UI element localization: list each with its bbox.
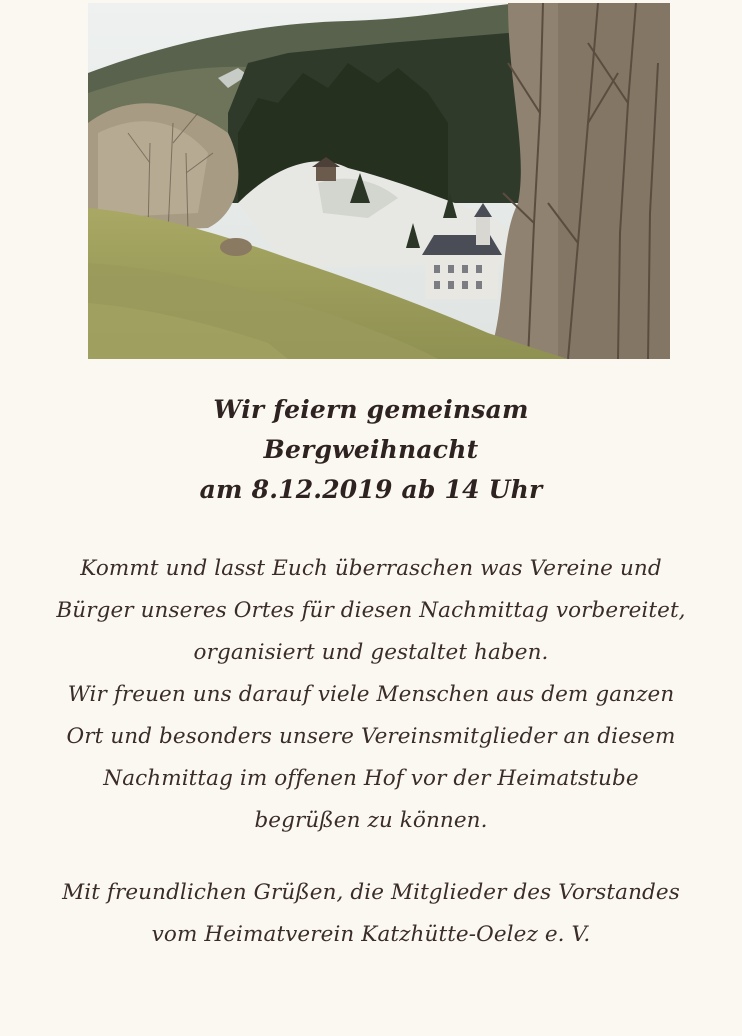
heading-line-1: Wir feiern gemeinsam <box>213 395 529 424</box>
invitation-line: Ort und besonders unsere Vereinsmitglieder an diesem <box>66 724 676 749</box>
event-heading <box>0 390 742 510</box>
invitation-line: Bürger unseres Ortes für diesen Nachmittag vorbereitet, <box>56 598 686 623</box>
invitation-line: Nachmittag im offenen Hof vor der Heimatstube <box>103 766 639 791</box>
invitation-line: begrüßen zu können. <box>254 808 488 833</box>
heading-line-2: Bergweihnacht <box>263 435 479 464</box>
heading-line-3-date: am 8.12.2019 ab 14 Uhr <box>199 475 543 504</box>
landscape-photo <box>88 3 670 359</box>
invitation-paragraph <box>0 548 742 842</box>
invitation-line: Kommt und lasst Euch überraschen was Vereine und <box>80 556 662 581</box>
invitation-line: organisiert und gestaltet haben. <box>193 640 549 665</box>
closing-line: Mit freundlichen Grüßen, die Mitglieder des Vorstandes <box>62 880 680 905</box>
invitation-line: Wir freuen uns darauf viele Menschen aus dem ganzen <box>67 682 675 707</box>
closing-line-signature: vom Heimatverein Katzhütte-Oelez e. V. <box>151 922 591 947</box>
closing-greeting <box>0 872 742 956</box>
